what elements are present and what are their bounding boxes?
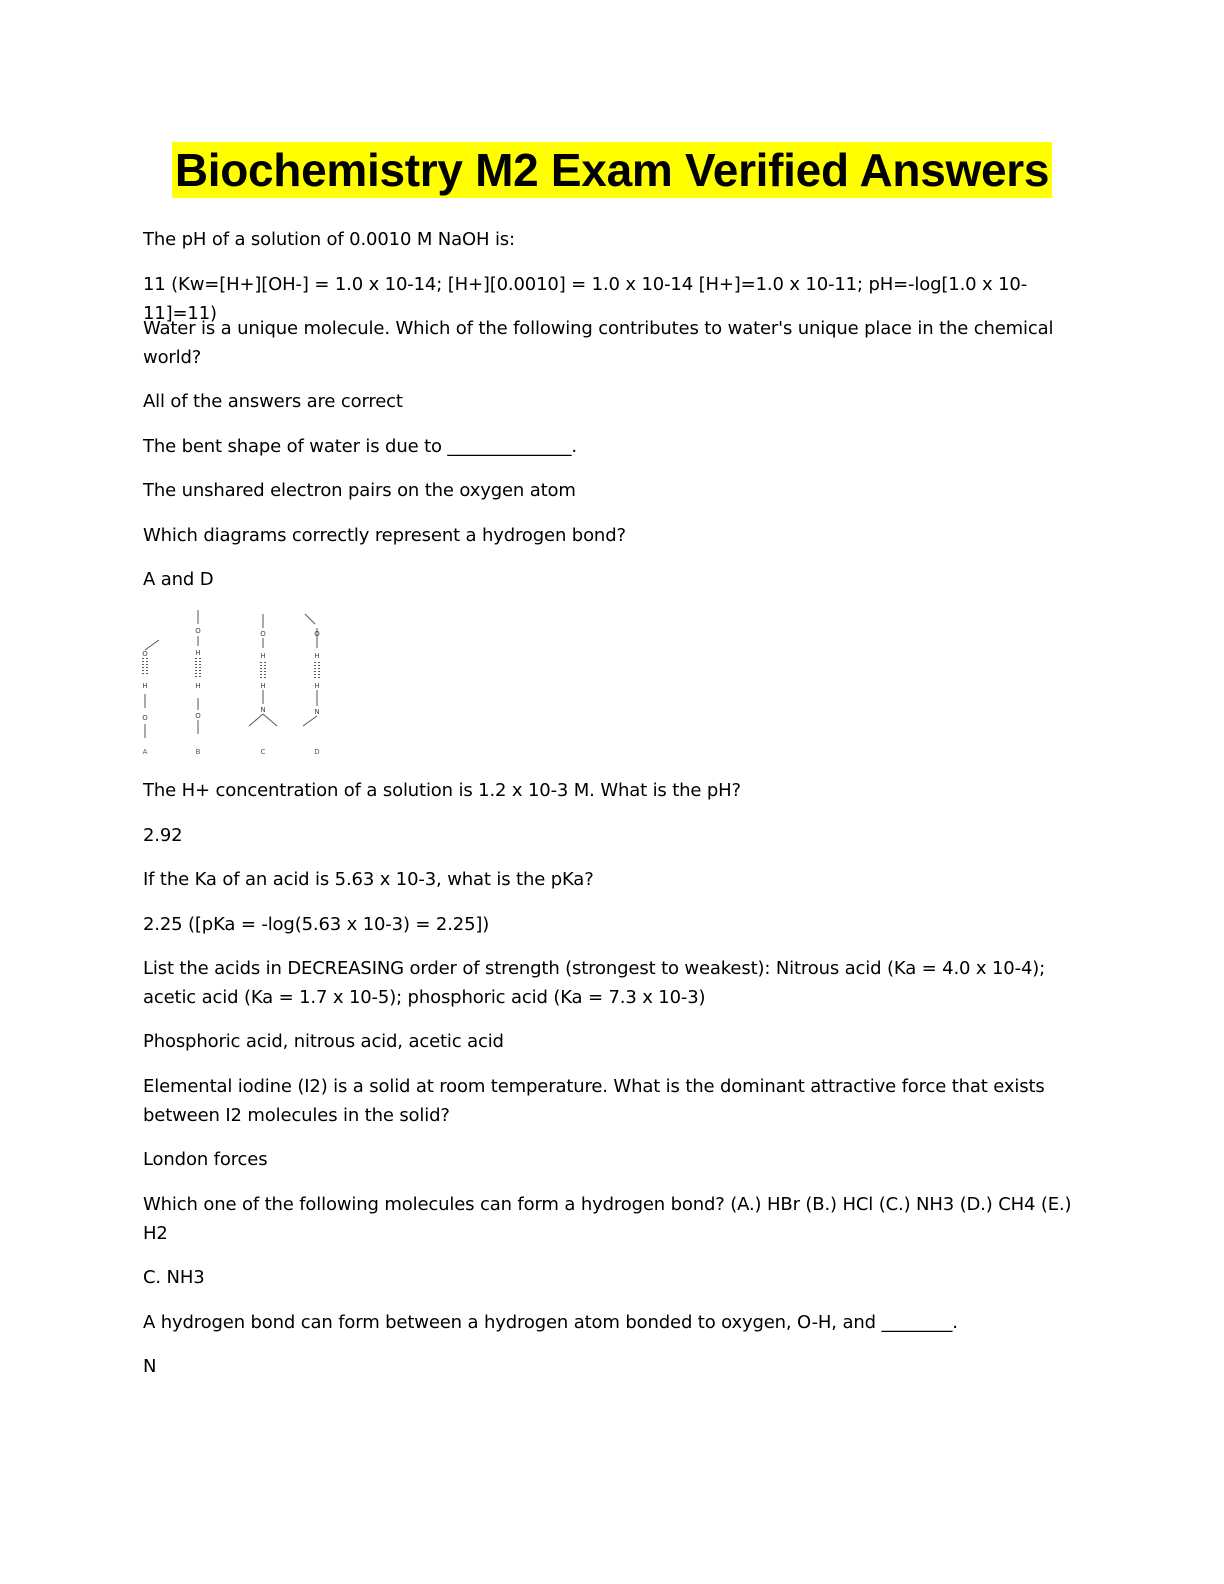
question-4: Which diagrams correctly represent a hydrogen bond?	[143, 525, 626, 546]
atom-label: H	[314, 682, 320, 690]
page-title: Biochemistry M2 Exam Verified Answers	[172, 142, 1052, 198]
question-5: The H+ concentration of a solution is 1.2 x 10-3 M. What is the pH?	[143, 780, 741, 801]
question-1: The pH of a solution of 0.0010 M NaOH is:	[143, 229, 515, 250]
diagram-label-d: D	[314, 748, 320, 756]
atom-label: O	[142, 714, 148, 722]
bond-line	[303, 716, 317, 726]
bond-line	[305, 614, 315, 624]
answer-6: 2.25 ([pKa = -log(5.63 x 10-3) = 2.25])	[143, 914, 490, 935]
answer-8: London forces	[143, 1149, 268, 1170]
atom-label: O	[195, 627, 201, 635]
question-3: The bent shape of water is due to ______________.	[143, 436, 577, 457]
answer-5: 2.92	[143, 825, 183, 846]
atom-label: H	[142, 682, 148, 690]
answer-3: The unshared electron pairs on the oxygen atom	[143, 480, 576, 501]
hydrogen-bond-diagram	[143, 606, 343, 756]
diagram-label-c: C	[260, 748, 266, 756]
answer-2: All of the answers are correct	[143, 391, 403, 412]
answer-1: 11 (Kw=[H+][OH-] = 1.0 x 10-14; [H+][0.0010] = 1.0 x 10-14 [H+]=1.0 x 10-11; pH=-log[1.0 x 10-11]=11)	[143, 274, 1028, 324]
atom-label: N	[314, 708, 320, 716]
answer-10: N	[143, 1356, 157, 1377]
atom-label: O	[195, 712, 201, 720]
atom-label: H	[260, 652, 266, 660]
diagram-label-a: A	[142, 748, 148, 756]
title-container	[0, 142, 1224, 198]
question-7: List the acids in DECREASING order of strength (strongest to weakest): Nitrous acid (Ka = 4.0 x 10-4); acetic acid (Ka = 1.7 x 10-5); phosphoric acid (Ka = 7.3 x 10-3)	[143, 958, 1046, 1008]
atom-label: O	[142, 650, 148, 658]
atom-label: H	[314, 652, 320, 660]
diagram-label-b: B	[195, 748, 201, 756]
bond-line	[263, 714, 277, 726]
atom-label: H	[195, 649, 201, 657]
atom-label: O	[260, 630, 266, 638]
bond-line	[145, 640, 159, 650]
atom-label: O	[314, 630, 320, 638]
atom-label: H	[195, 682, 201, 690]
answer-4: A and D	[143, 569, 214, 590]
question-8: Elemental iodine (I2) is a solid at room temperature. What is the dominant attractive force that exists between I2 molecules in the solid?	[143, 1076, 1045, 1126]
question-9: Which one of the following molecules can form a hydrogen bond? (A.) HBr (B.) HCl (C.) NH3 (D.) CH4 (E.) H2	[143, 1194, 1072, 1244]
answer-7: Phosphoric acid, nitrous acid, acetic acid	[143, 1031, 504, 1052]
atom-label: H	[260, 682, 266, 690]
atom-label: N	[260, 706, 266, 714]
answer-9: C. NH3	[143, 1267, 205, 1288]
question-10: A hydrogen bond can form between a hydrogen atom bonded to oxygen, O-H, and ________.	[143, 1312, 958, 1333]
question-2: Water is a unique molecule. Which of the following contributes to water's unique place in the chemical world?	[143, 318, 1054, 368]
question-6: If the Ka of an acid is 5.63 x 10-3, what is the pKa?	[143, 869, 594, 890]
bond-line	[249, 714, 263, 726]
